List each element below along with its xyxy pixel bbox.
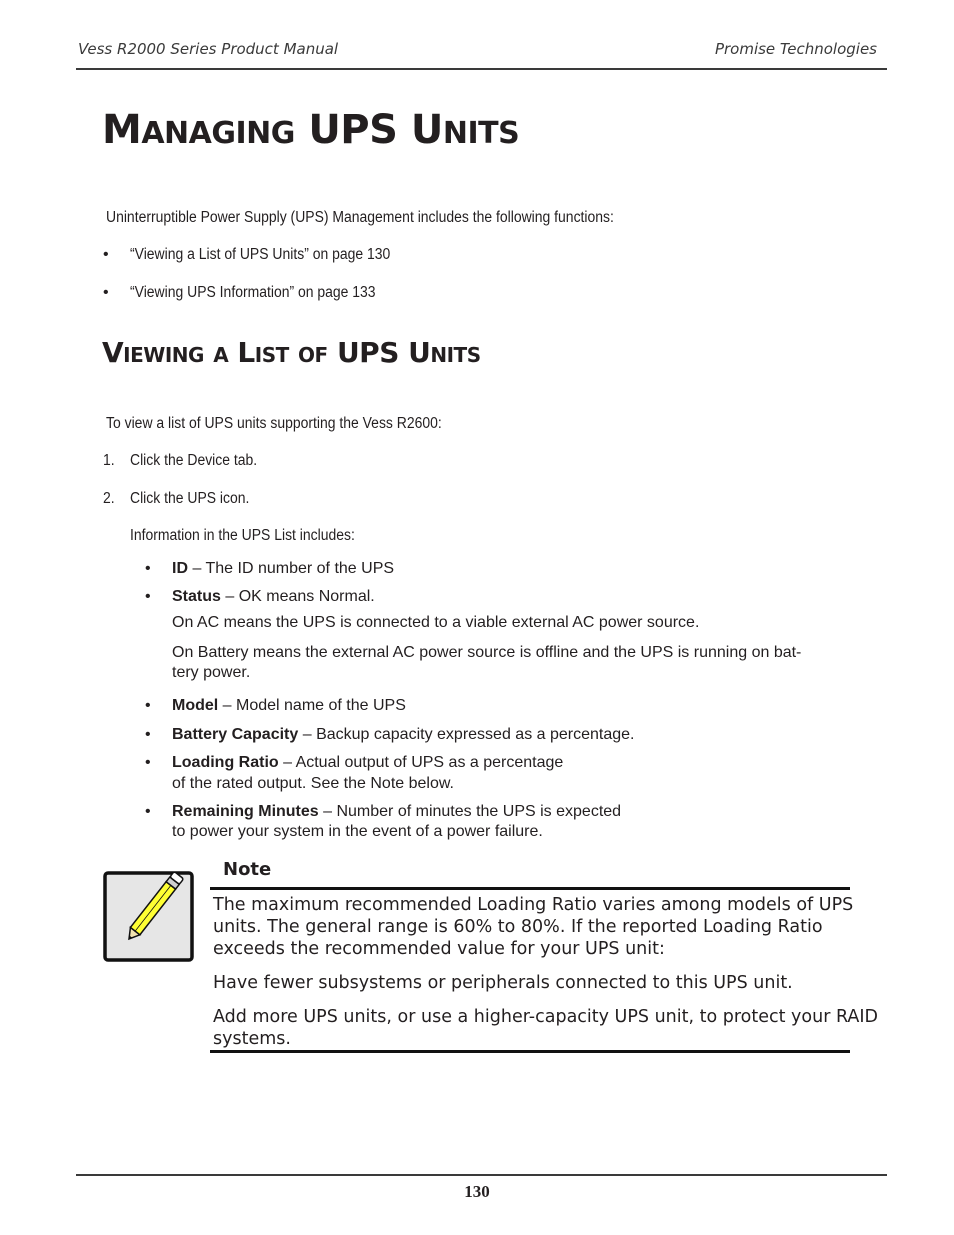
note-paragraph-2: Have fewer subsystems or peripherals connected to this UPS unit. [213,973,793,993]
step-number: 1. [103,452,115,469]
bullet: • [145,588,151,605]
item-remaining-minutes: Remaining Minutes – Number of minutes the UPS is expected [172,803,622,820]
item-remaining-minutes-cont: to power your system in the event of a power failure. [172,823,543,840]
header-rule [76,68,887,70]
bullet: • [145,560,151,577]
header-manual-title: Vess R2000 Series Product Manual [78,40,339,58]
bullet: • [145,726,151,743]
page-title: MANAGING UPS UNITS [102,107,520,153]
item-model: Model – Model name of the UPS [172,697,406,714]
note-bottom-rule [210,1050,850,1053]
note-paragraph-3: Add more UPS units, or use a higher-capacity UPS unit, to protect your RAID systems. [213,1007,879,1049]
bullet: • [103,284,109,301]
section-intro: To view a list of UPS units supporting the Vess R2600: [106,415,442,432]
section-heading: VIEWING A LIST OF UPS UNITS [102,336,481,369]
pencil-note-icon [103,871,194,962]
status-on-battery-cont: tery power. [172,664,251,681]
item-loading-ratio-cont: of the rated output. See the Note below. [172,775,454,792]
bullet: • [145,697,151,714]
bullet: • [103,246,109,263]
note-paragraph-1: The maximum recommended Loading Ratio varies among models of UPS units. The general range is 60% to 80%. If the reported Loading Ratio exceeds the recommended value for your UPS unit: [213,895,854,959]
function-link-2[interactable]: “Viewing UPS Information” on page 133 [130,284,376,301]
status-on-battery: On Battery means the external AC power source is offline and the UPS is running on bat- [172,644,802,661]
footer-rule [76,1174,887,1176]
step-number: 2. [103,490,115,507]
step-text: Click the Device tab. [130,452,258,469]
function-link-1[interactable]: “Viewing a List of UPS Units” on page 130 [130,246,391,263]
status-on-ac: On AC means the UPS is connected to a viable external AC power source. [172,614,700,631]
note-label: Note [223,859,272,880]
info-intro: Information in the UPS List includes: [130,527,355,544]
step-text: Click the UPS icon. [130,490,250,507]
note-top-rule [210,887,850,890]
page-number: 130 [464,1182,490,1201]
bullet: • [145,803,151,820]
item-id: ID – The ID number of the UPS [172,560,395,577]
item-battery-capacity: Battery Capacity – Backup capacity expressed as a percentage. [172,726,635,743]
item-loading-ratio: Loading Ratio – Actual output of UPS as a percentage [172,754,564,771]
intro-text: Uninterruptible Power Supply (UPS) Management includes the following functions: [106,209,614,226]
item-status: Status – OK means Normal. [172,588,375,605]
header-company: Promise Technologies [714,40,877,58]
bullet: • [145,754,151,771]
